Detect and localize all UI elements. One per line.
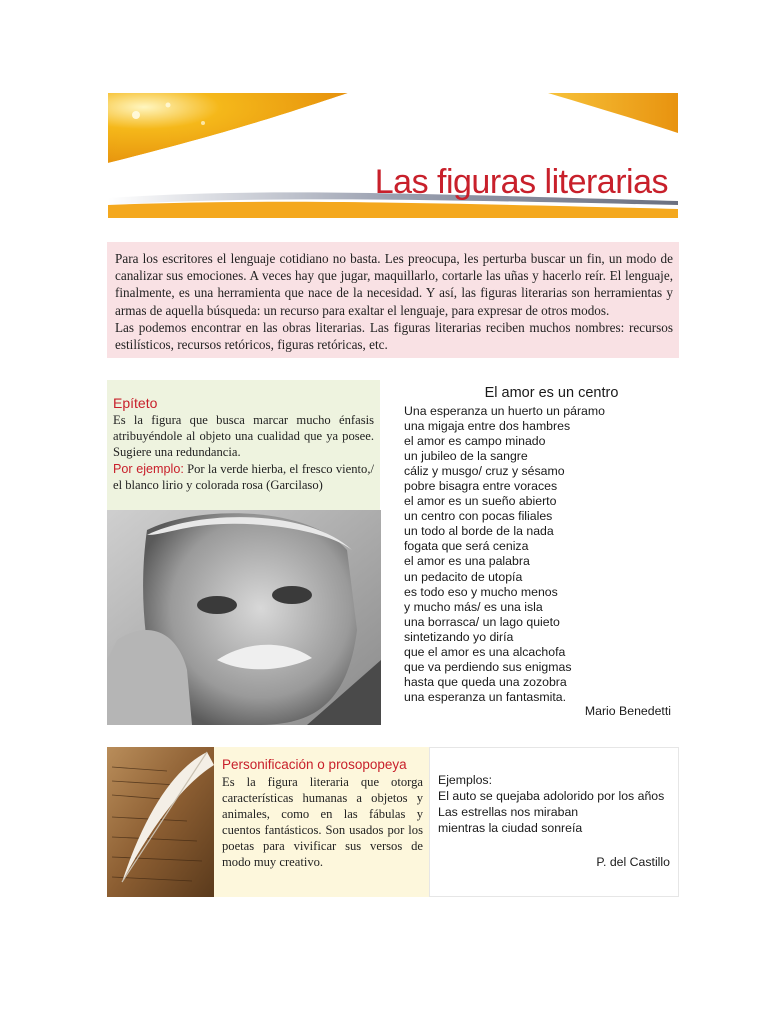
intro-paragraph-1: Para los escritores el lenguaje cotidiano no basta. Les preocupa, les perturba buscar un fin, un modo de canalizar sus emociones. A veces hay que jugar, maquillarlo, cortarle las uñas y hacerlo reír. El lenguaje, finalmente, es una herramienta que nace de la necesidad. Y así, las figuras literarias son herramientas y armas de aquella búsqueda: un recurso para exaltar el lenguaje, para expresar de otros modos. [115, 251, 673, 318]
personificacion-body: Es la figura literaria que otorga características humanas a objetos y animales, como en las fábulas y cuentos fantásticos. Son usados por los poetas para vivificar sus versos de modo muy creativo. [222, 775, 423, 869]
intro-box [107, 242, 679, 358]
epiteto-body: Es la figura que busca marcar mucho énfasis atribuyéndole al objeto una cualidad que ya posee. Sugiere una redundancia. [113, 413, 374, 460]
poem-title: El amor es un centro [484, 385, 619, 401]
poem-line: que va perdiendo sus enigmas [404, 659, 572, 674]
poem-line: el amor es campo minado [404, 434, 546, 449]
poem-line: una borrasca/ un lago quieto [404, 614, 560, 629]
poem-line: pobre bisagra entre voraces [404, 479, 558, 494]
poem-author: Mario Benedetti [584, 704, 671, 718]
personificacion-box [214, 747, 429, 897]
poem-line: el amor es un sueño abierto [404, 494, 557, 509]
poem-line: cáliz y musgo/ cruz y sésamo [404, 464, 565, 479]
poem-line: el amor es una palabra [404, 554, 530, 569]
portrait-image [107, 510, 381, 725]
poem-line: un jubileo de la sangre [404, 449, 528, 464]
page-title: Las figuras literarias [374, 163, 668, 201]
poem-line: es todo eso y mucho menos [404, 584, 558, 599]
intro-paragraph-2: Las podemos encontrar en las obras literarias. Las figuras literarias reciben muchos nombres: recursos estilísticos, recursos retóricos, figuras retóricas, etc. [115, 319, 673, 353]
poem-block [404, 384, 679, 724]
ejemplos-box [429, 747, 679, 897]
header-banner [108, 93, 678, 218]
ejemplos-label: Ejemplos: [438, 773, 492, 787]
poem-line: sintetizando yo diría [404, 629, 514, 644]
personificacion-heading: Personificación o prosopopeya [222, 757, 407, 772]
poem-line: una migaja entre dos hambres [404, 419, 571, 434]
ejemplo-line: El auto se quejaba adolorido por los años [438, 789, 665, 803]
example-text: Por la verde hierba, el fresco viento,/ el blanco lirio y colorada rosa (Garcilaso) [113, 461, 374, 492]
epiteto-heading: Epíteto [113, 395, 158, 411]
poem-line: un todo al borde de la nada [404, 524, 554, 539]
quill-image [107, 747, 214, 897]
poem-line: fogata que será ceniza [404, 539, 529, 554]
poem-line: un pedacito de utopía [404, 569, 523, 584]
poem-line: una esperanza un fantasmita. [404, 689, 567, 704]
ejemplo-line: mientras la ciudad sonreía [438, 821, 583, 835]
poem-line: Una esperanza un huerto un páramo [404, 404, 605, 418]
poem-line: y mucho más/ es una isla [404, 599, 543, 614]
poem-line: que el amor es una alcachofa [404, 644, 566, 659]
example-label: Por ejemplo: [113, 461, 184, 476]
ejemplo-line: Las estrellas nos miraban [438, 805, 579, 819]
epiteto-box [107, 380, 380, 510]
poem-line: hasta que queda una zozobra [404, 674, 567, 689]
ejemplos-author: P. del Castillo [596, 855, 670, 869]
epiteto-example [113, 461, 374, 493]
poem-line: un centro con pocas filiales [404, 509, 553, 524]
